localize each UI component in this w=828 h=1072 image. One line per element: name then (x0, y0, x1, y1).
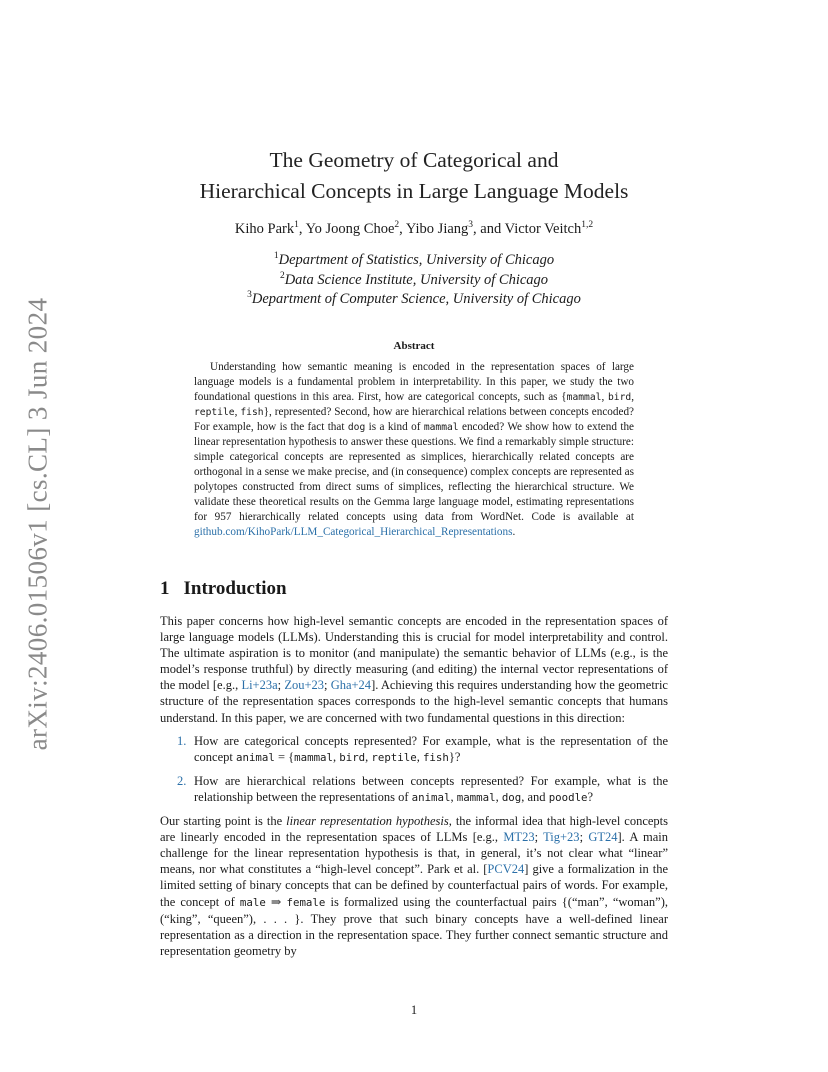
list-item: 2. How are hierarchical relations between concepts represented? For example, what is the relationship between the representations of animal, mammal, dog, and poodle? (177, 773, 668, 804)
intro-paragraph-1: This paper concerns how high-level semantic concepts are encoded in the representation spaces of large language models (LLMs). Understanding this is crucial for model interpretability and control. The ultimate aspiration is to monitor (and manipulate) the semantic behavior of LLMs (e.g., is the model’s response truthful) by directly measuring (and editing) the internal vector representations of the model [e.g., Li+23a; Zou+23; Gha+24]. Achieving this requires understanding how the geometric structure of the representation spaces corresponds to the high-level semantic concepts that humans understand. In this paper, we are concerned with two fundamental questions in this direction: (160, 614, 668, 725)
author-name: Victor Veitch (504, 221, 582, 237)
text-run: encoded? We show how to extend the linear representation hypothesis to answer these questions. We find a remarkably simple structure: simple categorical concepts are represented as simplices, hierarchically related concepts are orthogonal in a sense we make precise, and (in consequence) complex concepts are represented as polytopes constructed from direct sums of simplices, reflecting the hierarchical structure. We validate these theoretical results on the Gemma large language model, estimating representations for 957 hierarchically related concepts using data from WordNet. Code is available at (194, 421, 635, 523)
text-run: ? (587, 789, 594, 804)
text-run: How are categorical concepts represented? For example, what is the representation of the concept (194, 733, 668, 764)
question-list (160, 733, 668, 806)
text-run: ]. Achieving this requires understanding how the geometric structure of the representation spaces corresponds to the high-level semantic concepts that humans understand. In this paper, we are concerned with two fundamental questions in this direction: (160, 678, 668, 725)
title-line-2: Hierarchical Concepts in Large Language Models (199, 179, 629, 203)
code-term: fish (422, 750, 449, 764)
text-run: . (512, 526, 516, 538)
code-term: female (286, 895, 326, 909)
list-number: 1. (177, 733, 187, 748)
text-run: Understanding how semantic meaning is encoded in the representation spaces of large language models is a fundamental problem in interpretability. In this paper, we study the two foundational questions in this area. First, how are categorical concepts, such as (194, 361, 634, 403)
code-term: mammal (423, 422, 459, 433)
author-affil-sup: 1,2 (581, 220, 594, 231)
emphasized-term: linear representation hypothesis (286, 814, 449, 829)
text-run: , represented? Second, how are hierarchical relations between concepts encoded? For example, how is the fact that (194, 406, 635, 433)
citation-link[interactable]: PCV24 (487, 862, 525, 877)
affiliation-text: Department of Computer Science, University of Chicago (251, 291, 581, 307)
code-term: bird (339, 750, 366, 764)
affiliation-text: Data Science Institute, University of Chicago (284, 271, 549, 288)
implies-symbol: ⇒ (265, 894, 287, 909)
code-term: dog (347, 422, 366, 433)
affiliation-sup: 1 (273, 251, 279, 262)
text-run: is formalized using the counterfactual pairs {(“man”, “woman”), (“king”, “queen”), . . . }. They prove that such binary concepts have a well-defined linear representation as a direction in the representation space. They further connect semantic structure and representation geometry by (160, 894, 668, 958)
code-term: fish (240, 407, 264, 418)
text-run: is a kind of (365, 421, 424, 433)
code-term: bird (608, 392, 632, 403)
code-term: mammal (456, 790, 496, 804)
paper-title (160, 145, 668, 207)
citation-link[interactable]: MT23 (503, 830, 535, 845)
citation-link[interactable]: Tig+23 (543, 830, 580, 845)
author-affil-sup: 3 (468, 220, 474, 231)
citation-link[interactable]: Gha+24 (330, 678, 372, 693)
page-number: 1 (410, 1003, 418, 1017)
arxiv-identifier-stamp: arXiv:2406.01506v1 [cs.CL] 3 Jun 2024 (22, 297, 53, 751)
text-run: This paper concerns how high-level semantic concepts are encoded in the representation spaces of large language models (LLMs). Understanding this is crucial for model interpretability and control. The ultimate aspiration is to monitor (and manipulate) the semantic behavior of LLMs (e.g., is the model’s response truthful) by directly measuring (and editing) the internal vector representations of the model [e.g., (160, 614, 668, 693)
text-run: = { (274, 749, 295, 764)
author-affil-sup: 1 (294, 220, 299, 231)
code-term: animal (411, 790, 451, 804)
code-term: reptile (371, 750, 417, 764)
citation-link[interactable]: Li+23a (241, 678, 278, 693)
author-sep: , (399, 221, 406, 237)
section-heading (160, 578, 287, 600)
affiliation-sup: 3 (247, 290, 252, 301)
affiliation-sup: 2 (279, 270, 285, 281)
list-number: 2. (177, 773, 187, 788)
text-run: , the informal idea that high-level concepts are linearly encoded in the representation spaces of LLMs [e.g., (160, 814, 668, 845)
text-run: How are hierarchical relations between concepts represented? For example, what is the relationship between the representations of (194, 773, 668, 804)
intro-paragraph-2: Our starting point is the linear representation hypothesis, the informal idea that high-level concepts are linearly encoded in the representation spaces of LLMs [e.g., MT23; Tig+23; GT24]. A main challenge for the linear representation hypothesis is that, in general, it’s not clear what “linear” means, nor what constitutes a “high-level concept”. Park et al. [PCV24] give a formalization in the limited setting of binary concepts that can be defined by counterfactual pairs of words. For example, the concept of male ⇒ female is formalized using the counterfactual pairs {(“man”, “woman”), (“king”, “queen”), . . . }. They prove that such binary concepts have a well-defined linear representation as a direction in the representation space. They further connect semantic structure and representation geometry by (160, 814, 668, 958)
author-sep: , and (473, 221, 505, 237)
citation-link[interactable]: Zou+23 (284, 678, 325, 693)
code-term: poodle (548, 790, 588, 804)
author-affil-sup: 2 (394, 220, 400, 231)
code-term: reptile (194, 407, 235, 418)
text-run: Our starting point is the (160, 814, 287, 829)
author-list (160, 219, 668, 239)
code-repository-link[interactable]: github.com/KihoPark/LLM_Categorical_Hierarchical_Representations (194, 526, 513, 538)
author-name: Kiho Park (234, 221, 295, 237)
code-term: male (239, 895, 266, 909)
affiliation (160, 290, 668, 310)
code-term: dog (501, 790, 522, 804)
list-item: 1. How are categorical concepts represented? For example, what is the representation of the concept animal = {mammal, bird, reptile, fish}? (177, 733, 668, 764)
introduction-body (160, 613, 668, 959)
text-run: ] give a formalization in the limited setting of binary concepts that can be defined by counterfactual pairs of words. For example, the concept of (160, 862, 668, 909)
abstract-body (194, 360, 634, 540)
code-term: animal (236, 750, 275, 764)
text-run: ]. A main challenge for the linear representation hypothesis is that, in general, it’s not clear what “linear” means, nor what constitutes a “high-level concept”. Park et al. [ (160, 830, 668, 877)
code-term: mammal (566, 392, 602, 403)
affiliation (160, 271, 668, 291)
text-run: }? (448, 749, 461, 764)
abstract-paragraph: Understanding how semantic meaning is encoded in the representation spaces of large language models is a fundamental problem in interpretability. In this paper, we study the two foundational questions in this area. First, how are categorical concepts, such as {mammal, bird, reptile, fish}, represented? Second, how are hierarchical relations between concepts encoded? For example, how is the fact that dog is a kind of mammal encoded? We show how to extend the linear representation hypothesis to answer these questions. We find a remarkably simple structure: simple categorical concepts are represented as simplices, hierarchically related concepts are orthogonal in a sense we make precise, and (in consequence) complex concepts are represented as polytopes constructed from direct sums of simplices, reflecting the hierarchical structure. We validate these theoretical results on the Gemma large language model, estimating representations for 957 hierarchically related concepts using data from WordNet. Code is available at github.com/KihoPark/LLM_Categorical_Hierarchical_Representations. (194, 361, 635, 538)
affiliation (160, 251, 668, 271)
citation-link[interactable]: GT24 (588, 830, 618, 845)
abstract-heading: Abstract (393, 340, 435, 352)
author-sep: , (298, 221, 306, 237)
section-number: 1 (160, 578, 170, 599)
section-title: Introduction (183, 578, 287, 599)
affiliation-text: Department of Statistics, University of Chicago (278, 252, 555, 268)
text-run: , and (521, 789, 549, 804)
title-line-1: The Geometry of Categorical and (269, 148, 559, 172)
author-name: Yibo Jiang (405, 221, 469, 237)
author-name: Yo Joong Choe (305, 221, 395, 237)
code-term: mammal (294, 750, 333, 764)
affiliation-list (160, 251, 668, 310)
